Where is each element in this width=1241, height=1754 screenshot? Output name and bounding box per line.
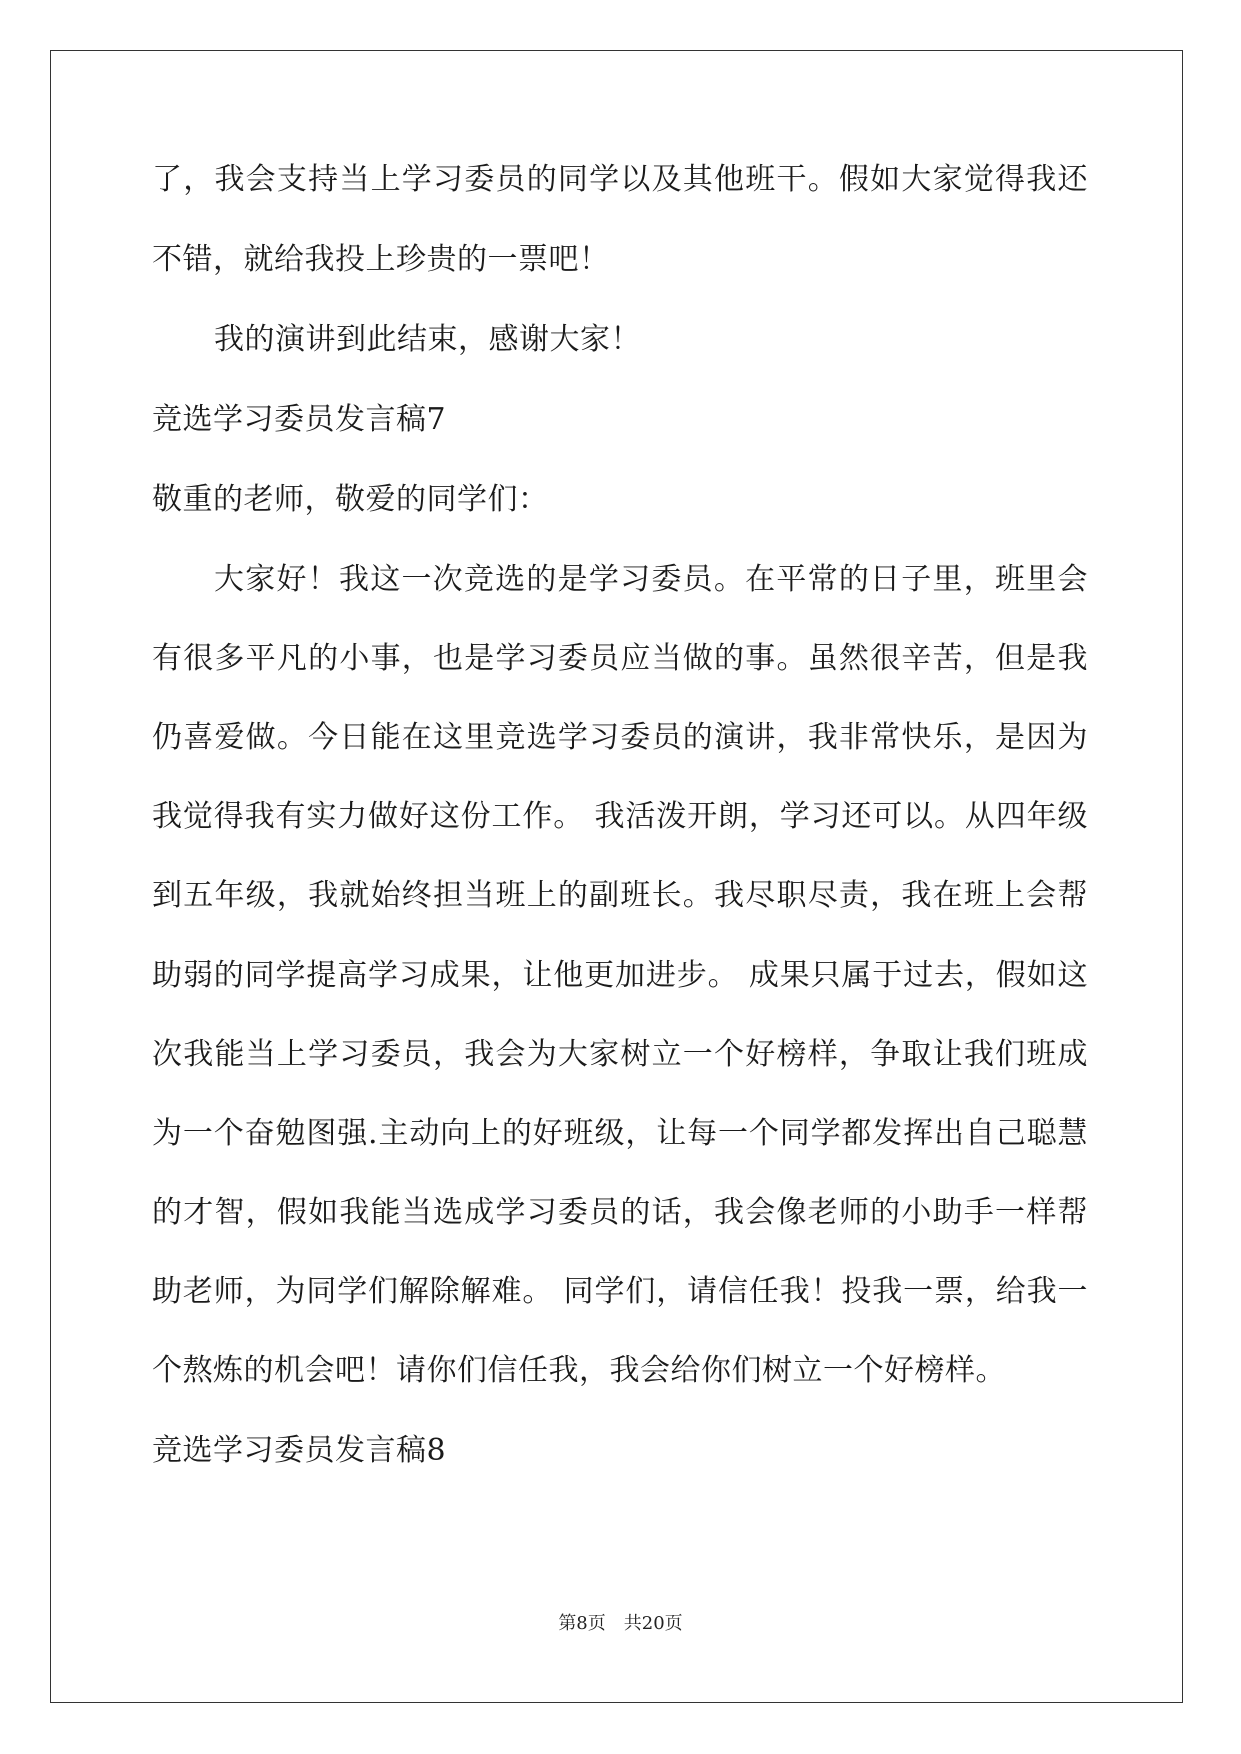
section-heading: 竞选学习委员发言稿8 — [152, 1433, 447, 1468]
text-line: 我的演讲到此结束，感谢大家！ — [214, 322, 641, 357]
salutation: 敬重的老师，敬爱的同学们： — [152, 482, 549, 517]
page-number: 第8页 — [558, 1613, 606, 1634]
text-line: 助老师，为同学们解除解难。 同学们，请信任我！投我一票，给我一 — [152, 1274, 1088, 1309]
text-line: 了，我会支持当上学习委员的同学以及其他班干。假如大家觉得我还 — [152, 162, 1088, 197]
section-heading: 竞选学习委员发言稿7 — [152, 402, 447, 437]
text-line: 为一个奋勉图强.主动向上的好班级，让每一个同学都发挥出自己聪慧 — [152, 1116, 1088, 1151]
text-line: 的才智，假如我能当选成学习委员的话，我会像老师的小助手一样帮 — [152, 1195, 1088, 1230]
text-line: 到五年级，我就始终担当班上的副班长。我尽职尽责，我在班上会帮 — [152, 878, 1088, 913]
text-line: 大家好！我这一次竞选的是学习委员。在平常的日子里，班里会 — [214, 562, 1088, 597]
text-line: 仍喜爱做。今日能在这里竞选学习委员的演讲，我非常快乐，是因为 — [152, 720, 1088, 755]
page-footer — [0, 1612, 1241, 1636]
text-line: 助弱的同学提高学习成果，让他更加进步。 成果只属于过去，假如这 — [152, 958, 1088, 993]
text-line: 不错，就给我投上珍贵的一票吧！ — [152, 242, 610, 277]
text-line: 个熬炼的机会吧！请你们信任我，我会给你们树立一个好榜样。 — [152, 1353, 1006, 1388]
text-line: 次我能当上学习委员，我会为大家树立一个好榜样，争取让我们班成 — [152, 1037, 1088, 1072]
page-total: 共20页 — [623, 1613, 683, 1634]
text-line: 有很多平凡的小事，也是学习委员应当做的事。虽然很辛苦，但是我 — [152, 641, 1088, 676]
text-line: 我觉得我有实力做好这份工作。 我活泼开朗，学习还可以。从四年级 — [152, 799, 1088, 834]
